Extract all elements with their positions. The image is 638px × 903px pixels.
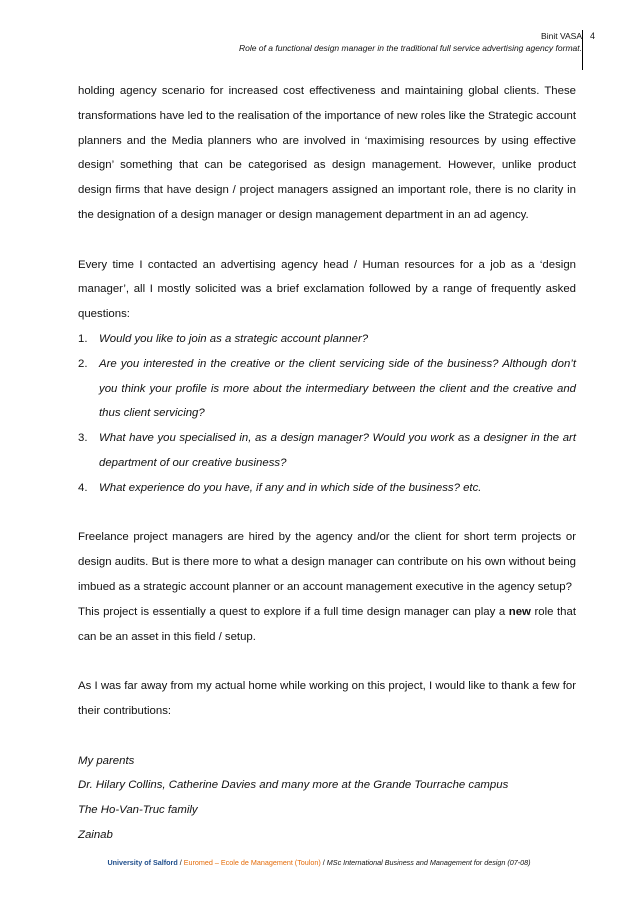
footer-university: University of Salford (107, 858, 178, 867)
thanks-line: Zainab (78, 828, 113, 841)
page-number: 4 (590, 31, 596, 41)
list-number: 3. (78, 432, 88, 445)
list-item (78, 476, 576, 501)
paragraph: Freelance project managers are hired by the agency and/or the client for short term projects or design audits. But is there more to what a design manager can contribute on his own without being imbued as a strategic account planner or an account management executive in the agency setup? (78, 531, 576, 593)
acknowledgements (78, 749, 576, 848)
questions-list (78, 327, 576, 501)
thanks-line: Dr. Hilary Collins, Catherine Davies and many more at the Grande Tourrache campus (78, 779, 509, 792)
list-item-text: Are you interested in the creative or the client servicing side of the business? Although don’t you think your profile is more about the intermediary between the client and the creative and thus client servicing? (99, 357, 576, 420)
header-author: Binit VASA (541, 31, 582, 41)
list-item (78, 352, 576, 426)
header-title: Role of a functional design manager in the traditional full service advertising agency format. (238, 43, 582, 53)
list-item-text: Would you like to join as a strategic account planner? (99, 332, 369, 345)
list-number: 1. (78, 332, 88, 345)
body-text (78, 79, 576, 848)
paragraph: As I was far away from my actual home while working on this project, I would like to thank a few for their contributions: (78, 680, 576, 717)
list-item-text: What have you specialised in, as a design manager? Would you work as a designer in the art department of our creative business? (99, 432, 576, 469)
paragraph: Every time I contacted an advertising agency head / Human resources for a job as a ‘design manager’, all I mostly solicited was a brief exclamation followed by a range of frequently asked questions: (78, 258, 576, 321)
thanks-line: The Ho-Van-Truc family (78, 804, 198, 817)
paragraph: holding agency scenario for increased cost effectiveness and maintaining global clients. These transformations have led to the realisation of the importance of new roles like the Strategic account planners and the Media planners who are involved in ‘maximising resources by using effective design’ something that can be categorised as design management. However, unlike product design firms that have design / project managers assigned an important role, there is no clarity in the designation of a design manager or design management department in an ad agency. (78, 85, 576, 221)
list-number: 2. (78, 357, 88, 370)
list-item-text: What experience do you have, if any and in which side of the business? etc. (99, 481, 482, 494)
emphasis-new: new (508, 605, 531, 618)
list-item (78, 426, 576, 476)
page-header (22, 30, 582, 54)
list-number: 4. (78, 481, 88, 494)
thanks-line: My parents (78, 754, 135, 767)
footer-programme: MSc International Business and Management for design (07-08) (326, 858, 531, 867)
list-item (78, 327, 576, 352)
page-footer: University of Salford / Euromed – Ecole de Management (Toulon) / MSc International Business and Management for design (07-08) (107, 858, 531, 867)
paragraph: This project is essentially a quest to explore if a full time design manager can play a new role that can be an asset in this field / setup. (78, 605, 576, 643)
header-divider (582, 30, 583, 70)
footer-euromed: Euromed – Ecole de Management (Toulon) (183, 858, 321, 867)
